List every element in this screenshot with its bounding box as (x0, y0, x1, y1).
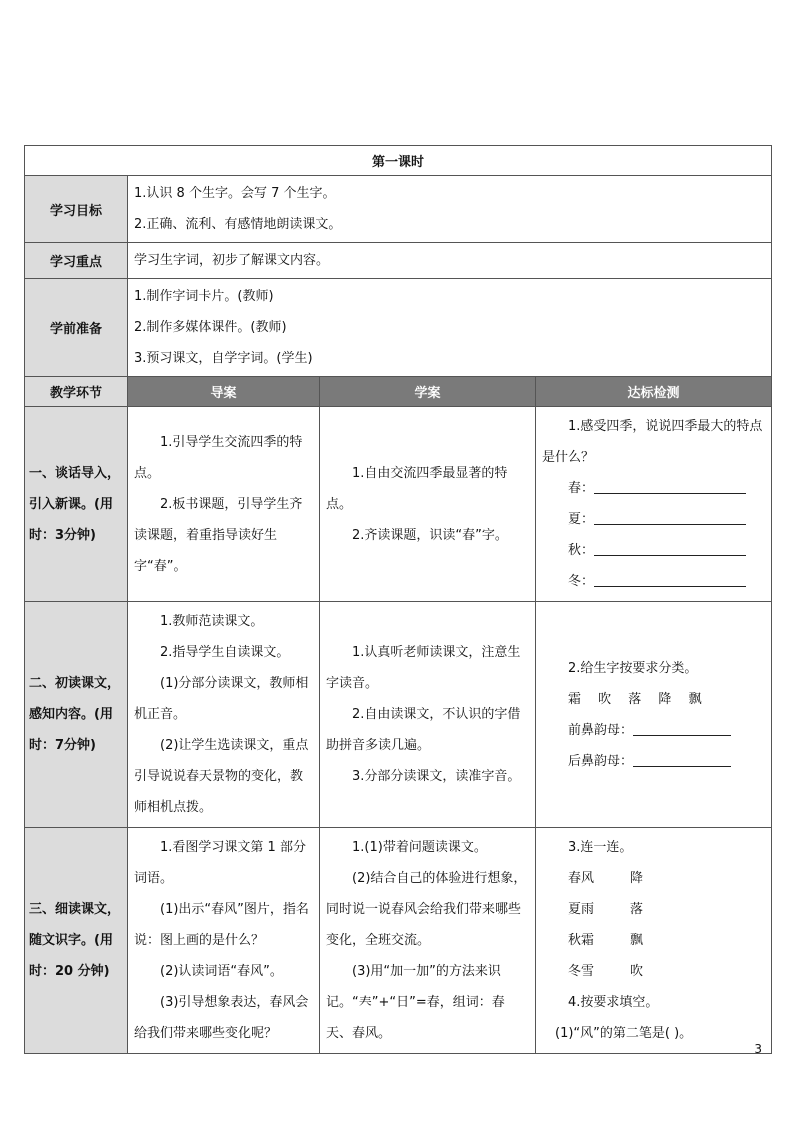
match-pair (542, 925, 765, 956)
match-right[interactable]: 飘 (630, 933, 644, 948)
front-nasal-line (542, 715, 765, 746)
focus-content (128, 243, 772, 279)
match-left[interactable]: 春风 (568, 871, 595, 886)
goals-row (25, 176, 772, 243)
answer-blank[interactable] (633, 766, 731, 767)
stage-1-guide (128, 407, 320, 602)
match-left[interactable]: 冬雪 (568, 964, 595, 979)
stage-row-2 (25, 602, 772, 828)
stage-row-3 (25, 828, 772, 1054)
match-right[interactable]: 吹 (630, 964, 644, 979)
fill-line-autumn (542, 535, 765, 566)
answer-blank[interactable] (594, 555, 746, 556)
stage-2-label (25, 602, 128, 828)
lesson-title: 第一课时 (25, 146, 772, 176)
char-item: 霜 (568, 691, 582, 707)
stage-1-test (536, 407, 772, 602)
prep-item: 2.制作多媒体课件。(教师) (134, 320, 287, 335)
match-right[interactable]: 降 (630, 871, 644, 886)
fill-line-winter (542, 566, 765, 597)
stage-line: 二、初读课文， (29, 676, 121, 691)
stage-2-study (320, 602, 536, 828)
lesson-plan-table (24, 145, 772, 1054)
guide-step: 1.引导学生交流四季的特点。 (134, 434, 303, 481)
header-test: 达标检测 (536, 377, 772, 407)
char-item: 降 (658, 691, 672, 707)
test-question-4-1: (1)“风”的第二笔是( )。 (555, 1026, 693, 1041)
header-guide: 导案 (128, 377, 320, 407)
stage-2-test (536, 602, 772, 828)
focus-text: 学习生字词，初步了解课文内容。 (134, 253, 330, 268)
focus-label: 学习重点 (25, 243, 128, 279)
char-item: 飘 (688, 691, 702, 707)
title-row (25, 146, 772, 176)
answer-blank[interactable] (594, 524, 746, 525)
stage-line: 时：7分钟) (29, 738, 96, 753)
header-study: 学案 (320, 377, 536, 407)
focus-row (25, 243, 772, 279)
prep-item: 3.预习课文，自学字词。(学生) (134, 351, 313, 366)
char-list (542, 684, 765, 715)
prep-content (128, 279, 772, 377)
stage-line: 时：3分钟) (29, 527, 96, 543)
stage-3-study (320, 828, 536, 1054)
fill-label: 冬： (568, 574, 595, 589)
guide-step: 1.看图学习课文第 1 部分词语。 (134, 840, 306, 886)
test-question: 2.给生字按要求分类。 (568, 660, 698, 676)
stage-3-label (25, 828, 128, 1054)
prep-row (25, 279, 772, 377)
char-item: 落 (628, 691, 642, 707)
study-step: 1.认真听老师读课文，注意生字读音。 (326, 645, 521, 691)
stage-line: 引入新课。(用 (29, 496, 113, 512)
fill-label: 夏： (568, 512, 595, 527)
stage-line: 时：20 分钟) (29, 964, 110, 979)
stage-row-1 (25, 407, 772, 602)
match-pair (542, 863, 765, 894)
guide-step: (2)认读词语“春风”。 (160, 964, 283, 979)
test-question-4: 4.按要求填空。 (568, 995, 659, 1010)
column-header-row (25, 377, 772, 407)
fill-label: 秋： (568, 543, 595, 558)
goals-content (128, 176, 772, 243)
answer-blank[interactable] (633, 735, 731, 736)
answer-blank[interactable] (594, 493, 746, 494)
stage-1-study (320, 407, 536, 602)
char-item: 吹 (598, 691, 612, 707)
goal-item: 1.认识 8 个生字。会写 7 个生字。 (134, 186, 336, 201)
answer-blank[interactable] (594, 586, 746, 587)
stage-3-test (536, 828, 772, 1054)
back-nasal-line (542, 746, 765, 777)
test-question: 3.连一连。 (568, 840, 633, 855)
page-number: 3 (754, 1042, 762, 1056)
fill-label: 春： (568, 481, 595, 496)
guide-step: 1.教师范读课文。 (160, 614, 264, 629)
study-step: 1.(1)带着问题读课文。 (352, 840, 487, 855)
stage-line: 三、细读课文， (29, 902, 121, 917)
study-step: 2.自由读课文，不认识的字借助拼音多读几遍。 (326, 707, 521, 753)
match-left[interactable]: 秋霜 (568, 933, 595, 948)
fill-line-summer (542, 504, 765, 535)
study-step: 2.齐读课题，识读“春”字。 (352, 527, 508, 543)
match-pair (542, 956, 765, 987)
stage-1-label (25, 407, 128, 602)
guide-step: 2.指导学生自读课文。 (160, 645, 290, 660)
prep-label: 学前准备 (25, 279, 128, 377)
match-right[interactable]: 落 (630, 902, 644, 917)
stage-2-guide (128, 602, 320, 828)
stage-line: 感知内容。(用 (29, 707, 113, 722)
goal-item: 2.正确、流利、有感情地朗读课文。 (134, 217, 342, 232)
guide-step: (1)出示“春风”图片，指名说：图上画的是什么？ (134, 902, 309, 948)
test-question: 1.感受四季，说说四季最大的特点是什么？ (542, 419, 763, 465)
header-stage: 教学环节 (25, 377, 128, 407)
fill-line-spring (542, 473, 765, 504)
guide-step: 2.板书课题，引导学生齐读课题，着重指导读好生字“春”。 (134, 496, 303, 574)
fill-label: 后鼻韵母： (568, 753, 634, 769)
stage-line: 随文识字。(用 (29, 933, 113, 948)
stage-line: 一、谈话导入， (29, 465, 121, 481)
prep-item: 1.制作字词卡片。(教师) (134, 289, 274, 304)
match-left[interactable]: 夏雨 (568, 902, 595, 917)
guide-step: (2)让学生选读课文，重点引导说说春天景物的变化，教师相机点拨。 (134, 738, 309, 815)
study-step: (3)用“加一加”的方法来识记。“𡗗”+“日”=春，组词：春天、春风。 (326, 964, 505, 1041)
study-step: 3.分部分读课文，读准字音。 (352, 769, 521, 784)
guide-step: (1)分部分读课文，教师相机正音。 (134, 676, 309, 722)
fill-label: 前鼻韵母： (568, 722, 634, 738)
study-step: 1.自由交流四季最显著的特点。 (326, 465, 508, 512)
match-pair (542, 894, 765, 925)
guide-step: (3)引导想象表达，春风会给我们带来哪些变化呢？ (134, 995, 309, 1041)
goals-label: 学习目标 (25, 176, 128, 243)
study-step: (2)结合自己的体验进行想象，同时说一说春风会给我们带来哪些变化，全班交流。 (326, 871, 527, 948)
stage-3-guide (128, 828, 320, 1054)
